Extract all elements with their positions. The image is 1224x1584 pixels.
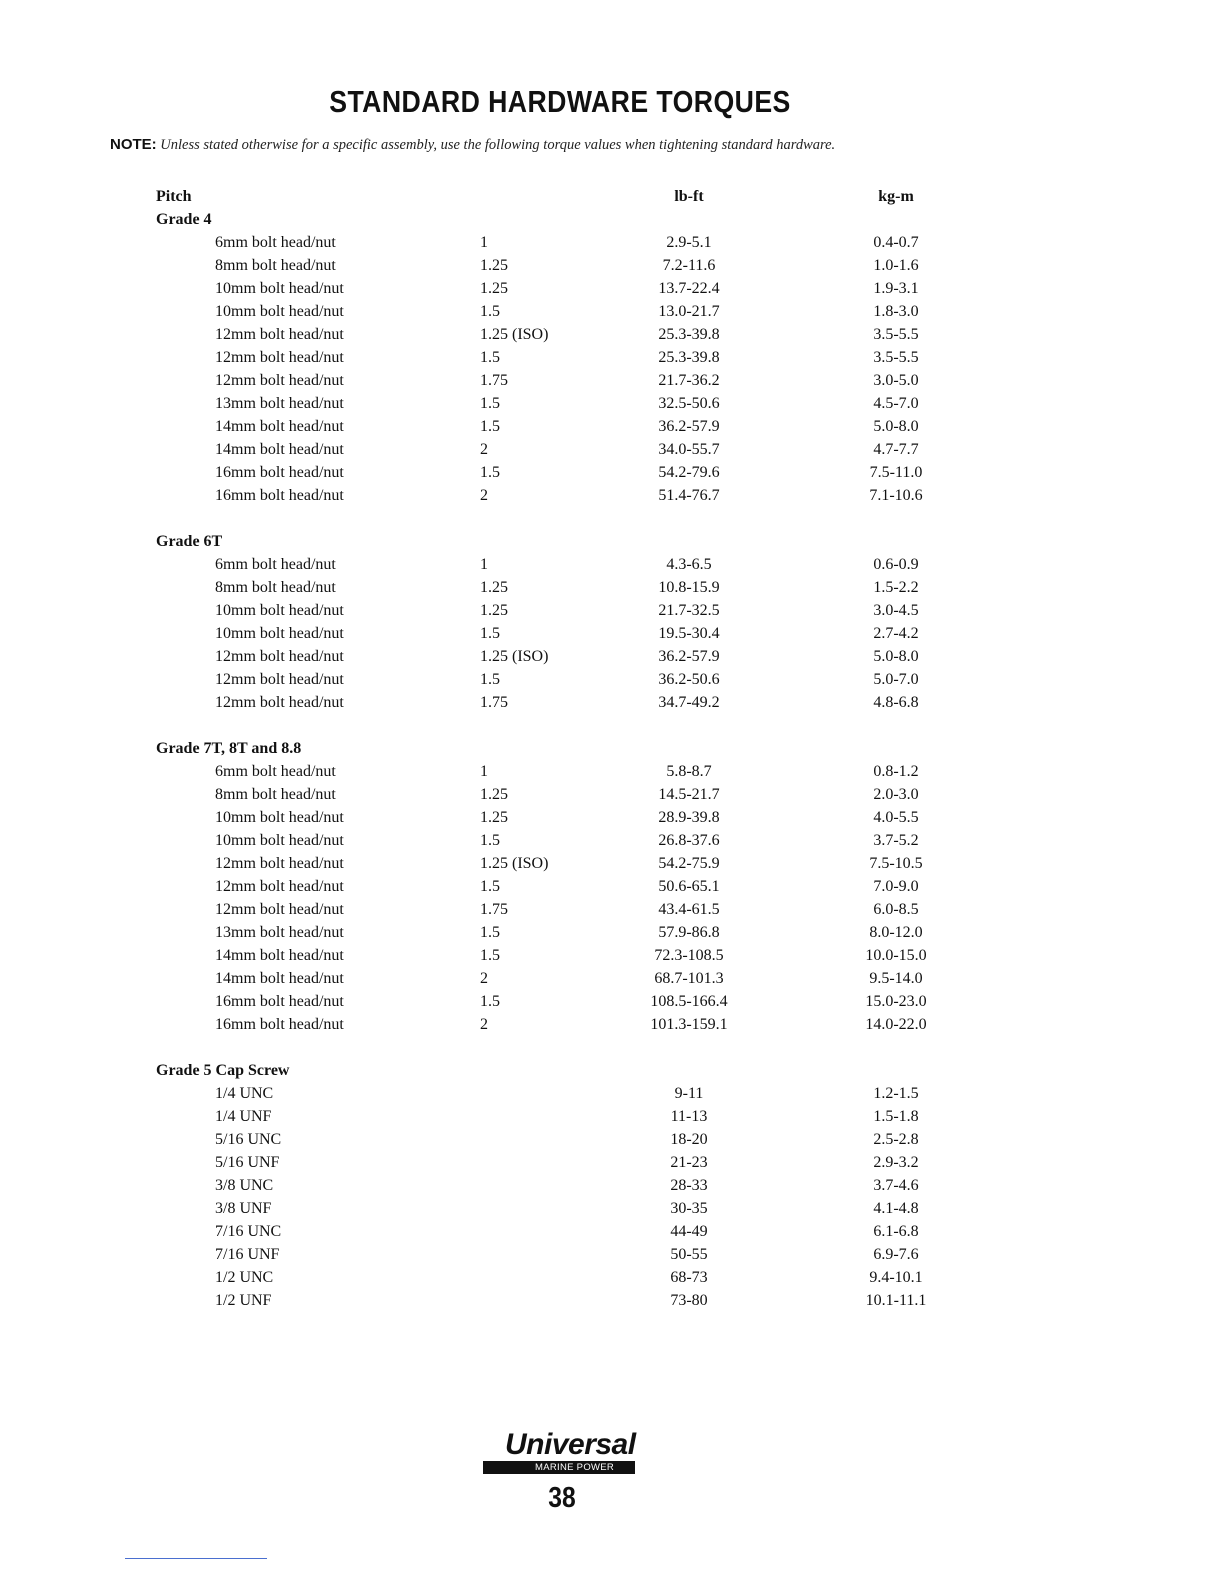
footer-rule — [125, 1558, 267, 1559]
cell-pitch: 2 — [480, 1016, 488, 1033]
cell-pitch: 1.5 — [480, 349, 500, 366]
cell-pitch: 2 — [480, 441, 488, 458]
group-title: Grade 4 — [156, 211, 212, 228]
table-row — [0, 625, 1224, 648]
table-row — [0, 901, 1224, 924]
cell-size: 10mm bolt head/nut — [215, 303, 344, 320]
cell-lbft: 25.3-39.8 — [658, 349, 720, 366]
logo-subtitle: MARINE POWER — [535, 1462, 615, 1473]
cell-pitch: 1.25 — [480, 786, 508, 803]
table-row — [0, 395, 1224, 418]
cell-pitch: 1.25 — [480, 809, 508, 826]
table-row — [0, 280, 1224, 303]
cell-kgm: 15.0-23.0 — [865, 993, 927, 1010]
cell-kgm: 14.0-22.0 — [865, 1016, 927, 1033]
cell-kgm: 4.5-7.0 — [873, 395, 919, 412]
cell-pitch: 1.5 — [480, 395, 500, 412]
cell-lbft: 68.7-101.3 — [654, 970, 724, 987]
group-spacer — [0, 717, 1224, 740]
cell-pitch: 1.25 — [480, 280, 508, 297]
cell-kgm: 5.0-8.0 — [873, 418, 919, 435]
cell-kgm: 3.7-4.6 — [873, 1177, 919, 1194]
cell-kgm: 3.5-5.5 — [873, 326, 919, 343]
cell-kgm: 3.7-5.2 — [873, 832, 919, 849]
cell-pitch: 1.25 — [480, 602, 508, 619]
table-row — [0, 1085, 1224, 1108]
cell-size: 12mm bolt head/nut — [215, 855, 344, 872]
table-row — [0, 924, 1224, 947]
cell-pitch: 1.25 (ISO) — [480, 648, 549, 665]
table-row — [0, 1200, 1224, 1223]
cell-size: 12mm bolt head/nut — [215, 878, 344, 895]
table-row — [0, 1154, 1224, 1177]
cell-kgm: 9.4-10.1 — [869, 1269, 923, 1286]
cell-kgm: 2.0-3.0 — [873, 786, 919, 803]
table-row — [0, 694, 1224, 717]
cell-size: 13mm bolt head/nut — [215, 924, 344, 941]
cell-pitch: 1.5 — [480, 418, 500, 435]
cell-lbft: 34.0-55.7 — [658, 441, 720, 458]
table-row — [0, 418, 1224, 441]
cell-lbft: 43.4-61.5 — [658, 901, 720, 918]
cell-size: 12mm bolt head/nut — [215, 694, 344, 711]
group-heading — [0, 211, 1224, 234]
cell-pitch: 1.75 — [480, 372, 508, 389]
cell-lbft: 32.5-50.6 — [658, 395, 720, 412]
cell-size: 3/8 UNC — [215, 1177, 274, 1194]
cell-pitch: 1.25 — [480, 579, 508, 596]
table-row — [0, 947, 1224, 970]
cell-size: 14mm bolt head/nut — [215, 947, 344, 964]
cell-pitch: 1.5 — [480, 832, 500, 849]
cell-lbft: 11-13 — [670, 1108, 708, 1125]
table-row — [0, 832, 1224, 855]
cell-lbft: 13.0-21.7 — [658, 303, 720, 320]
group-heading — [0, 533, 1224, 556]
table-row — [0, 878, 1224, 901]
cell-size: 7/16 UNC — [215, 1223, 282, 1240]
cell-kgm: 3.5-5.5 — [873, 349, 919, 366]
cell-kgm: 2.5-2.8 — [873, 1131, 919, 1148]
cell-pitch: 2 — [480, 487, 488, 504]
cell-lbft: 57.9-86.8 — [658, 924, 720, 941]
cell-kgm: 7.5-10.5 — [869, 855, 923, 872]
cell-size: 12mm bolt head/nut — [215, 372, 344, 389]
cell-pitch: 1.75 — [480, 901, 508, 918]
cell-size: 12mm bolt head/nut — [215, 901, 344, 918]
cell-kgm: 1.5-1.8 — [873, 1108, 919, 1125]
cell-lbft: 9-11 — [674, 1085, 704, 1102]
cell-lbft: 13.7-22.4 — [658, 280, 720, 297]
cell-kgm: 1.5-2.2 — [873, 579, 919, 596]
cell-kgm: 7.5-11.0 — [869, 464, 923, 481]
cell-pitch: 1.5 — [480, 671, 500, 688]
table-row — [0, 257, 1224, 280]
table-row — [0, 671, 1224, 694]
cell-size: 16mm bolt head/nut — [215, 993, 344, 1010]
cell-size: 12mm bolt head/nut — [215, 326, 344, 343]
group-spacer — [0, 1039, 1224, 1062]
cell-kgm: 4.0-5.5 — [873, 809, 919, 826]
cell-kgm: 10.1-11.1 — [865, 1292, 927, 1309]
cell-pitch: 1.5 — [480, 924, 500, 941]
table-row — [0, 970, 1224, 993]
cell-lbft: 14.5-21.7 — [658, 786, 720, 803]
cell-size: 1/4 UNF — [215, 1108, 272, 1125]
cell-lbft: 54.2-75.9 — [658, 855, 720, 872]
table-row — [0, 556, 1224, 579]
cell-lbft: 28.9-39.8 — [658, 809, 720, 826]
cell-lbft: 19.5-30.4 — [658, 625, 720, 642]
table-row — [0, 1108, 1224, 1131]
cell-kgm: 0.6-0.9 — [873, 556, 919, 573]
cell-size: 12mm bolt head/nut — [215, 671, 344, 688]
cell-size: 5/16 UNC — [215, 1131, 282, 1148]
cell-kgm: 4.1-4.8 — [873, 1200, 919, 1217]
cell-pitch: 1 — [480, 234, 488, 251]
logo-wordmark: Universal — [505, 1428, 636, 1461]
cell-lbft: 7.2-11.6 — [662, 257, 716, 274]
cell-pitch: 1.5 — [480, 878, 500, 895]
header-lbft: lb-ft — [674, 188, 704, 205]
table-row — [0, 648, 1224, 671]
cell-kgm: 10.0-15.0 — [865, 947, 927, 964]
cell-lbft: 72.3-108.5 — [654, 947, 724, 964]
cell-lbft: 25.3-39.8 — [658, 326, 720, 343]
cell-kgm: 8.0-12.0 — [869, 924, 923, 941]
cell-size: 8mm bolt head/nut — [215, 257, 336, 274]
cell-size: 12mm bolt head/nut — [215, 648, 344, 665]
cell-size: 16mm bolt head/nut — [215, 464, 344, 481]
group-title: Grade 7T, 8T and 8.8 — [156, 740, 302, 757]
cell-lbft: 28-33 — [670, 1177, 708, 1194]
cell-pitch: 1.5 — [480, 947, 500, 964]
cell-lbft: 5.8-8.7 — [666, 763, 712, 780]
torque-table — [0, 188, 1224, 1315]
cell-lbft: 108.5-166.4 — [650, 993, 728, 1010]
cell-pitch: 2 — [480, 970, 488, 987]
table-header — [0, 188, 1224, 211]
cell-size: 12mm bolt head/nut — [215, 349, 344, 366]
cell-lbft: 44-49 — [670, 1223, 708, 1240]
cell-pitch: 1.25 — [480, 257, 508, 274]
cell-kgm: 2.9-3.2 — [873, 1154, 919, 1171]
cell-size: 16mm bolt head/nut — [215, 487, 344, 504]
table-row — [0, 234, 1224, 257]
cell-kgm: 5.0-8.0 — [873, 648, 919, 665]
cell-lbft: 30-35 — [670, 1200, 708, 1217]
cell-pitch: 1.5 — [480, 303, 500, 320]
cell-lbft: 73-80 — [670, 1292, 708, 1309]
table-row — [0, 326, 1224, 349]
cell-pitch: 1.25 (ISO) — [480, 326, 549, 343]
cell-size: 10mm bolt head/nut — [215, 280, 344, 297]
cell-kgm: 0.4-0.7 — [873, 234, 919, 251]
cell-kgm: 1.8-3.0 — [873, 303, 919, 320]
cell-size: 1/2 UNC — [215, 1269, 274, 1286]
cell-pitch: 1 — [480, 763, 488, 780]
cell-lbft: 50-55 — [670, 1246, 708, 1263]
cell-lbft: 2.9-5.1 — [666, 234, 712, 251]
cell-lbft: 21-23 — [670, 1154, 708, 1171]
cell-size: 10mm bolt head/nut — [215, 602, 344, 619]
table-row — [0, 763, 1224, 786]
header-kgm: kg-m — [878, 188, 914, 205]
cell-lbft: 50.6-65.1 — [658, 878, 720, 895]
cell-size: 13mm bolt head/nut — [215, 395, 344, 412]
header-pitch: Pitch — [156, 188, 192, 205]
group-heading — [0, 1062, 1224, 1085]
cell-size: 16mm bolt head/nut — [215, 1016, 344, 1033]
cell-size: 6mm bolt head/nut — [215, 763, 336, 780]
cell-size: 1/4 UNC — [215, 1085, 274, 1102]
table-row — [0, 1246, 1224, 1269]
table-row — [0, 1131, 1224, 1154]
cell-lbft: 68-73 — [670, 1269, 708, 1286]
table-row — [0, 786, 1224, 809]
cell-size: 3/8 UNF — [215, 1200, 272, 1217]
cell-kgm: 1.9-3.1 — [873, 280, 919, 297]
cell-lbft: 51.4-76.7 — [658, 487, 720, 504]
note-label: NOTE: — [110, 136, 157, 153]
cell-pitch: 1.25 (ISO) — [480, 855, 549, 872]
cell-kgm: 3.0-4.5 — [873, 602, 919, 619]
cell-pitch: 1.5 — [480, 464, 500, 481]
cell-kgm: 6.1-6.8 — [873, 1223, 919, 1240]
cell-size: 1/2 UNF — [215, 1292, 272, 1309]
cell-lbft: 101.3-159.1 — [650, 1016, 728, 1033]
group-spacer — [0, 510, 1224, 533]
page-title: STANDARD HARDWARE TORQUES — [329, 84, 791, 119]
table-row — [0, 487, 1224, 510]
cell-pitch: 1 — [480, 556, 488, 573]
table-row — [0, 1292, 1224, 1315]
cell-size: 7/16 UNF — [215, 1246, 280, 1263]
table-row — [0, 1016, 1224, 1039]
cell-size: 14mm bolt head/nut — [215, 970, 344, 987]
group-title: Grade 5 Cap Screw — [156, 1062, 290, 1079]
table-row — [0, 349, 1224, 372]
table-row — [0, 464, 1224, 487]
cell-kgm: 6.0-8.5 — [873, 901, 919, 918]
cell-kgm: 1.0-1.6 — [873, 257, 919, 274]
table-row — [0, 303, 1224, 326]
cell-size: 14mm bolt head/nut — [215, 418, 344, 435]
cell-size: 10mm bolt head/nut — [215, 625, 344, 642]
cell-size: 6mm bolt head/nut — [215, 234, 336, 251]
cell-lbft: 21.7-32.5 — [658, 602, 720, 619]
table-row — [0, 441, 1224, 464]
cell-lbft: 54.2-79.6 — [658, 464, 720, 481]
cell-lbft: 34.7-49.2 — [658, 694, 720, 711]
cell-lbft: 21.7-36.2 — [658, 372, 720, 389]
table-row — [0, 855, 1224, 878]
cell-kgm: 2.7-4.2 — [873, 625, 919, 642]
cell-lbft: 18-20 — [670, 1131, 708, 1148]
cell-size: 14mm bolt head/nut — [215, 441, 344, 458]
table-row — [0, 993, 1224, 1016]
cell-pitch: 1.5 — [480, 993, 500, 1010]
cell-kgm: 3.0-5.0 — [873, 372, 919, 389]
cell-lbft: 36.2-57.9 — [658, 648, 720, 665]
page-number: 38 — [548, 1482, 576, 1514]
table-row — [0, 372, 1224, 395]
cell-kgm: 9.5-14.0 — [869, 970, 923, 987]
cell-size: 6mm bolt head/nut — [215, 556, 336, 573]
cell-pitch: 1.75 — [480, 694, 508, 711]
universal-logo — [483, 1428, 639, 1476]
cell-lbft: 4.3-6.5 — [666, 556, 712, 573]
cell-pitch: 1.5 — [480, 625, 500, 642]
table-row — [0, 579, 1224, 602]
cell-lbft: 36.2-50.6 — [658, 671, 720, 688]
cell-size: 10mm bolt head/nut — [215, 832, 344, 849]
cell-lbft: 26.8-37.6 — [658, 832, 720, 849]
cell-size: 8mm bolt head/nut — [215, 786, 336, 803]
note — [110, 136, 1120, 154]
table-row — [0, 809, 1224, 832]
cell-lbft: 10.8-15.9 — [658, 579, 720, 596]
cell-size: 5/16 UNF — [215, 1154, 280, 1171]
cell-size: 10mm bolt head/nut — [215, 809, 344, 826]
cell-kgm: 5.0-7.0 — [873, 671, 919, 688]
cell-size: 8mm bolt head/nut — [215, 579, 336, 596]
cell-kgm: 7.1-10.6 — [869, 487, 923, 504]
note-text: Unless stated otherwise for a specific assembly, use the following torque values when tightening standard hardware. — [160, 137, 836, 153]
group-title: Grade 6T — [156, 533, 223, 550]
cell-kgm: 6.9-7.6 — [873, 1246, 919, 1263]
table-row — [0, 1269, 1224, 1292]
cell-kgm: 4.8-6.8 — [873, 694, 919, 711]
group-heading — [0, 740, 1224, 763]
cell-lbft: 36.2-57.9 — [658, 418, 720, 435]
cell-kgm: 1.2-1.5 — [873, 1085, 919, 1102]
table-row — [0, 602, 1224, 625]
table-row — [0, 1223, 1224, 1246]
table-row — [0, 1177, 1224, 1200]
cell-kgm: 7.0-9.0 — [873, 878, 919, 895]
cell-kgm: 0.8-1.2 — [873, 763, 919, 780]
cell-kgm: 4.7-7.7 — [873, 441, 919, 458]
